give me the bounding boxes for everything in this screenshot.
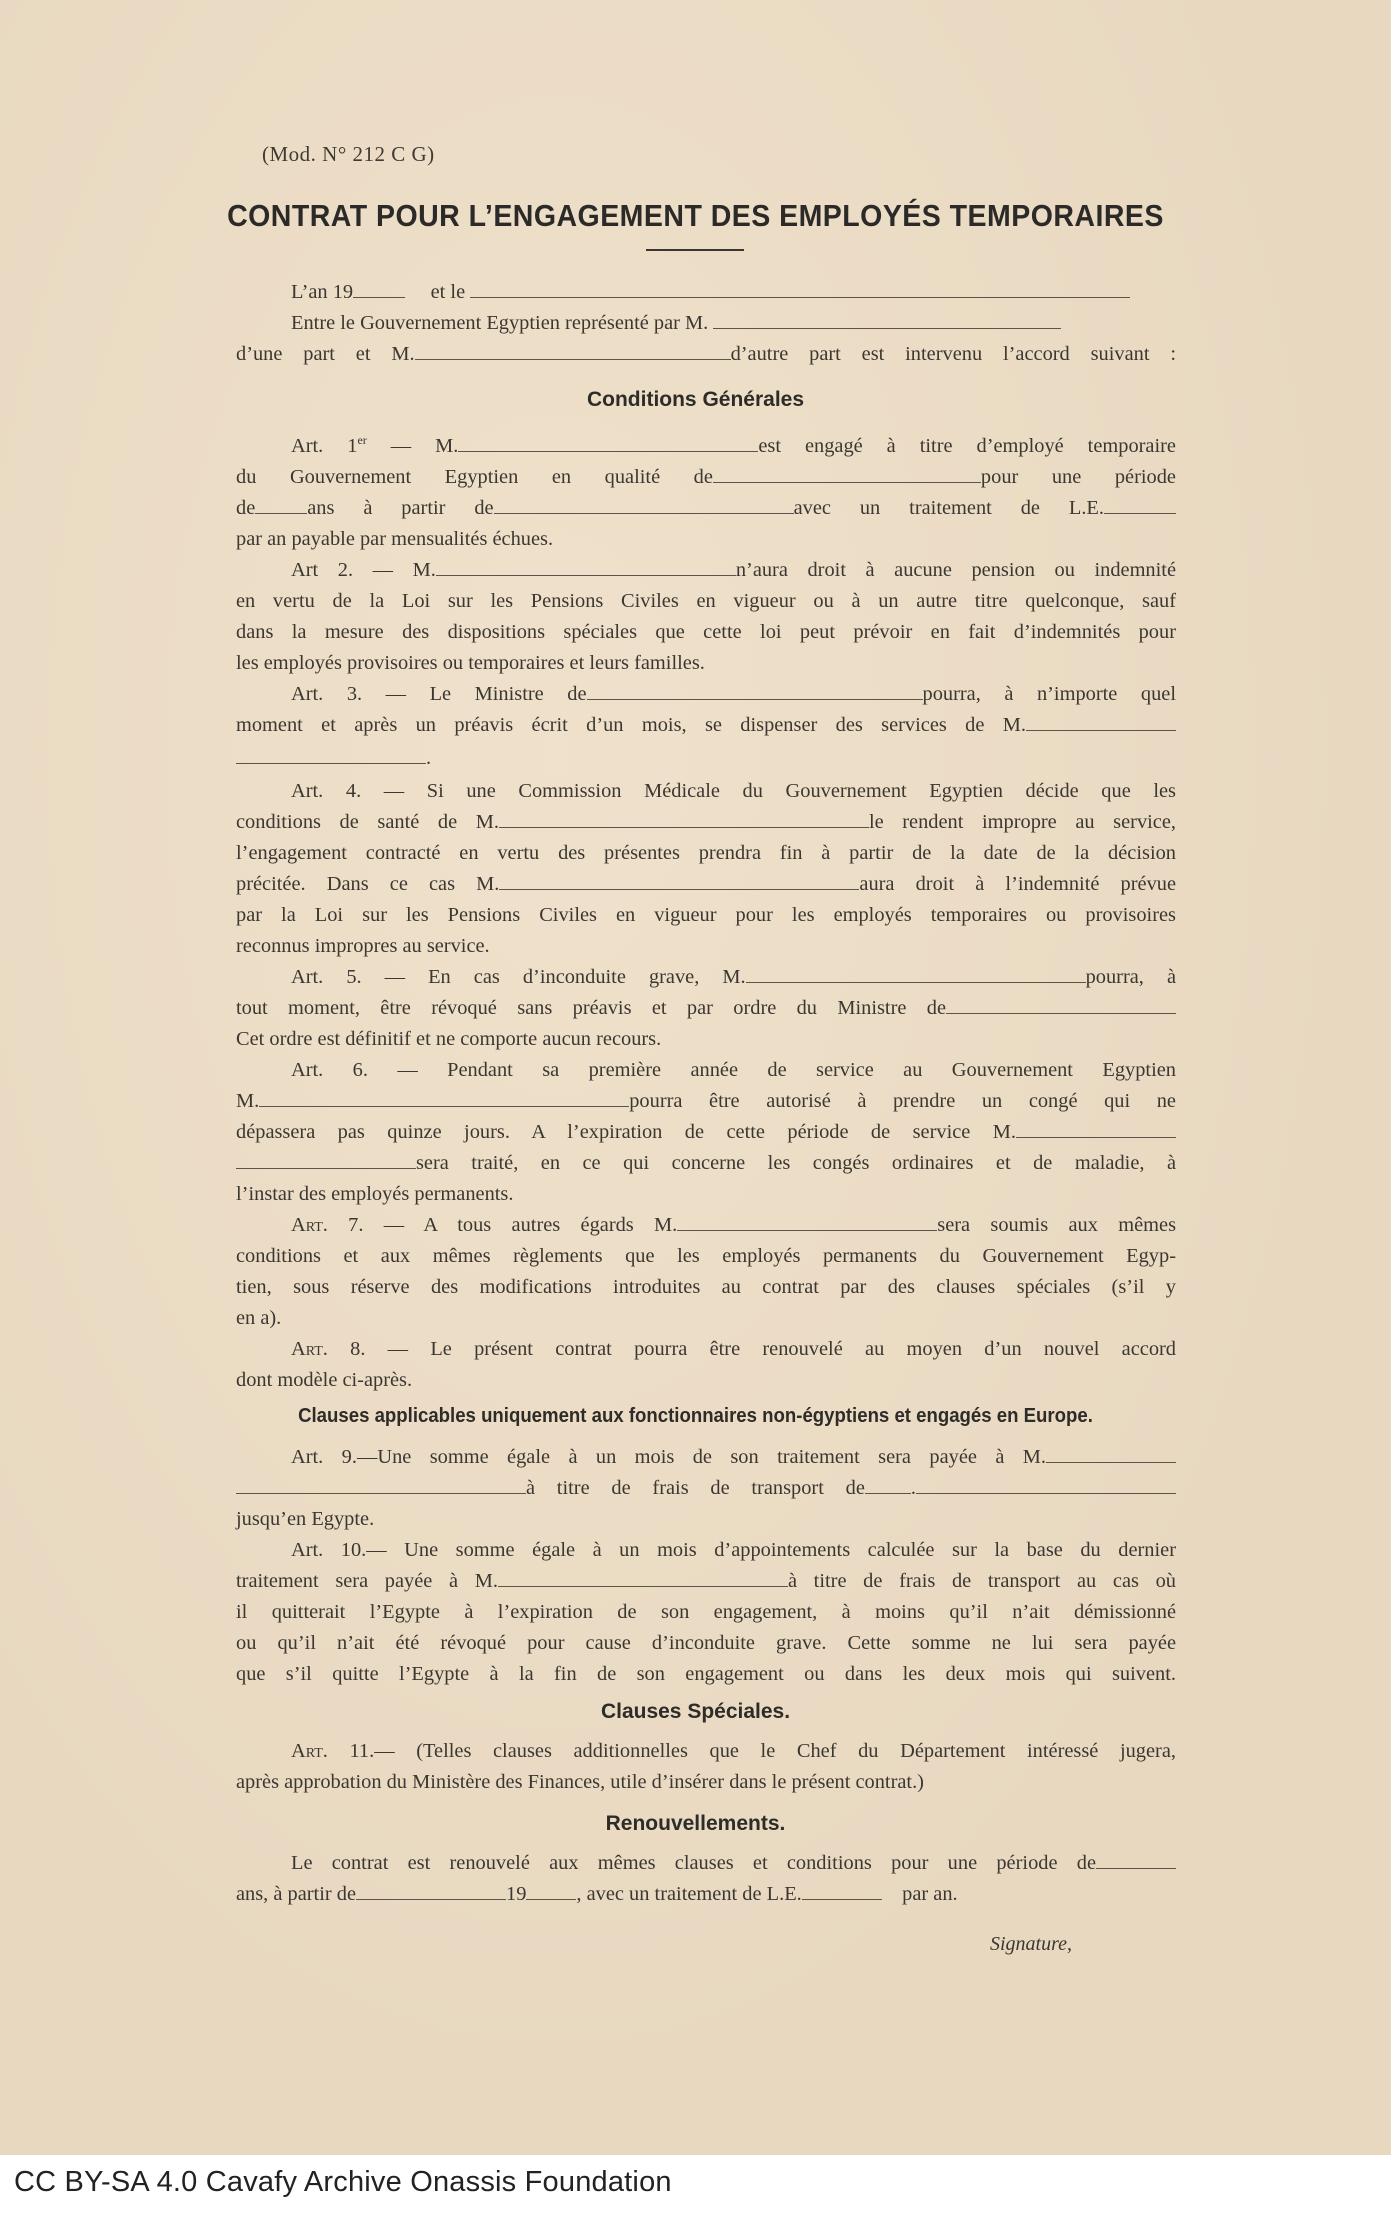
heading-clauses-speciales: Clauses Spéciales. xyxy=(600,1700,791,1723)
article-9: Art. 9.—Une somme égale à un mois de son traitement sera payée à M. xyxy=(236,1442,1176,1473)
blank-line xyxy=(526,1881,576,1900)
article-2: Art 2. — M. n’aura droit à aucune pension ou indemnité xyxy=(291,558,1177,581)
article-6: Art. 6. — Pendant sa première année de service au Gouvernement Egyptien xyxy=(291,1058,1176,1081)
blank-line xyxy=(916,1475,1176,1494)
blank-line xyxy=(802,1881,882,1900)
heading-conditions-generales: Conditions Générales xyxy=(586,388,805,411)
preamble-line: L’an 19 et le xyxy=(236,277,1176,308)
articles-general: Art. 1er — M. est engagé à titre d’employé temporaire du Gouvernement Egyptien en qualité de pour une période de ans à partir de avec un traitement de L.E. par an payable par mensualités échues. Art 2. — M. n’aura droit à aucune pension ou indemnité en vertu de la Loi sur les Pensions Civiles en vigueur ou à un autre titre quelconque, sauf dans la mesure des dispositions spéciales que cette loi peut prévoir en fait d’indemnités pour les employés provisoires ou temporaires et leurs familles. Art. 3. — Le Ministre de pourra, à n’importe quel moment et après un préavis écrit d’un mois, se dispenser des services de M. . Art. 4. — Si une Commission Médicale du Gouvernement Egyptien décide que les conditions de santé de M. le rendent impropre au service, l’engagement contracté en vertu des présentes prendra fin à partir de la date de la décision précitée. Dans ce cas M. aura droit à l’indemnité prévue par la Loi sur les Pensions Civiles en vigueur pour les employés temporaires ou provisoires reconnus impropres au service. Art. 5. — En cas d’inconduite grave, M. pourra, à tout moment, être révoqué sans préavis et par ordre du Ministre de Cet ordre est définitif et ne comporte aucun recours. Art. 6. — Pendant sa première année de service au Gouvernement Egyptien M. pourra être autorisé à prendre un congé qui ne dépassera pas quinze jours. A l’expiration de cette période de service M. sera traité, en ce qui concerne les congés ordinaires et de maladie, à l’instar des employés permanents. Art. 7. — A tous autres égards M. sera soumis aux mêmes conditions et aux mêmes règlements que les employés permanents du Gouvernement Egyp- tien, sous réserve des modifications introduites au contrat par des clauses spéciales (s’il y en a). Art. 8. — Le présent contrat pourra être renouvelé au moyen d’un nouvel accord dont modèle ci-après. xyxy=(236,425,1176,1396)
article-1: Art. 1er — M. est engagé à titre d’employé temporaire xyxy=(291,433,1176,457)
preamble-line: Entre le Gouvernement Egyptien représenté par M. xyxy=(236,308,1176,339)
article-7: Art. 7. — A tous autres égards M. sera soumis aux mêmes xyxy=(291,1213,1176,1236)
blank-line xyxy=(259,1088,629,1107)
preamble xyxy=(236,277,1176,370)
blank-line xyxy=(494,495,794,514)
preamble-line: d’une part et M. d’autre part est intervenu l’accord suivant : xyxy=(236,343,1176,365)
articles-special: Art. 11.— (Telles clauses additionnelles que le Chef du Département intéressé jugera, après approbation du Ministère des Finances, utile d’insérer dans le présent contrat.) xyxy=(236,1736,1176,1798)
blank-line xyxy=(1046,1444,1176,1463)
signature-label: Signature, xyxy=(990,1933,1073,1955)
title-divider xyxy=(646,249,744,251)
blank-line xyxy=(1016,1119,1176,1138)
blank-line xyxy=(356,1881,506,1900)
articles-europe: Art. 9.—Une somme égale à un mois de son traitement sera payée à M. à titre de frais de transport de . jusqu’en Egypte. Art. 10.— Une somme égale à un mois d’appointements calculée sur la base du dernier traitement sera payée à M. à titre de frais de transport au cas où il quitterait l’Egypte à l’expiration de son engagement, à moins qu’il n’ait démissionné ou qu’il n’ait été révoqué pour cause d’inconduite grave. Cette somme ne lui sera payée que s’il quitte l’Egypte à la fin de son engagement ou dans les deux mois qui suivent. xyxy=(236,1442,1176,1690)
article-8: Art. 8. — Le présent contrat pourra être renouvelé au moyen d’un nouvel accord xyxy=(291,1337,1176,1360)
model-reference: (Mod. N° 212 C G) xyxy=(262,142,435,166)
blank-line xyxy=(498,1568,788,1587)
blank-line xyxy=(865,1475,911,1494)
article-5: Art. 5. — En cas d’inconduite grave, M. pourra, à xyxy=(291,965,1176,988)
blank-line xyxy=(587,681,923,700)
blank-line xyxy=(746,964,1086,983)
blank-line xyxy=(1096,1850,1176,1869)
blank-line xyxy=(236,1150,416,1169)
blank-line xyxy=(436,557,736,576)
archive-credit: CC BY-SA 4.0 Cavafy Archive Onassis Foundation xyxy=(14,2166,672,2198)
blank-line xyxy=(255,495,307,514)
renewal-clause: Le contrat est renouvelé aux mêmes clauses et conditions pour une période de ans, à partir de 19 , avec un traitement de L.E. par an. xyxy=(236,1848,1176,1910)
blank-line xyxy=(713,310,1061,329)
document-title: CONTRAT POUR L’ENGAGEMENT DES EMPLOYÉS TEMPORAIRES xyxy=(227,198,1164,233)
blank-line xyxy=(458,433,758,452)
blank-line xyxy=(236,745,426,764)
article-10: Art. 10.— Une somme égale à un mois d’appointements calculée sur la base du dernier xyxy=(291,1539,1176,1561)
blank-line xyxy=(946,995,1176,1014)
blank-line xyxy=(499,809,869,828)
blank-line xyxy=(1104,495,1176,514)
blank-line xyxy=(499,871,859,890)
blank-line xyxy=(470,279,1130,298)
article-4: Art. 4. — Si une Commission Médicale du Gouvernement Egyptien décide que les xyxy=(291,779,1176,802)
blank-line xyxy=(236,1475,526,1494)
blank-line xyxy=(415,341,731,360)
blank-line xyxy=(713,464,981,483)
article-11: Art. 11.— (Telles clauses additionnelles que le Chef du Département intéressé jugera, xyxy=(291,1740,1176,1762)
heading-clauses-applicables: Clauses applicables uniquement aux fonctionnaires non-égyptiens et engagés en Europe. xyxy=(298,1405,1093,1427)
blank-line xyxy=(677,1212,937,1231)
article-3: Art. 3. — Le Ministre de pourra, à n’importe quel xyxy=(291,682,1176,705)
blank-line xyxy=(1026,712,1176,731)
blank-line xyxy=(353,279,405,298)
heading-renouvellements: Renouvellements. xyxy=(605,1812,786,1835)
